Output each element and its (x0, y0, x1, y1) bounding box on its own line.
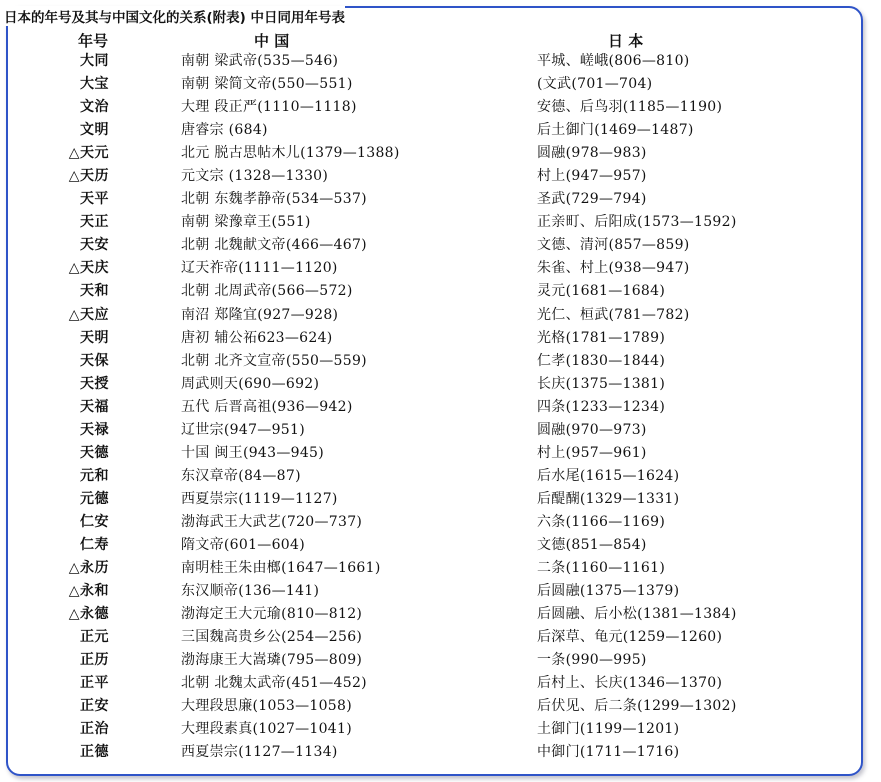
era-cell: 天和 (80, 283, 109, 300)
era-cell: 仁寿 (80, 536, 109, 553)
table-row (0, 350, 881, 373)
china-cell: 元文宗 (1328—1330) (181, 168, 329, 185)
china-cell: 辽天祚帝(1111—1120) (181, 260, 338, 277)
era-cell: 正历 (80, 652, 109, 669)
table-row (0, 557, 881, 580)
japan-cell: 圆融(978—983) (537, 145, 647, 162)
era-cell: △永历 (68, 560, 109, 577)
table-row (0, 165, 881, 188)
era-cell: 正安 (80, 698, 109, 715)
era-cell: 大同 (80, 53, 109, 69)
china-cell: 唐睿宗 (684) (181, 122, 268, 139)
japan-cell: 仁孝(1830—1844) (537, 352, 666, 369)
table-row (0, 488, 881, 511)
japan-cell: 二条(1160—1161) (537, 560, 666, 577)
era-cell: △永德 (68, 606, 109, 623)
japan-cell: 后水尾(1615—1624) (537, 467, 680, 484)
page-title: 日本的年号及其与中国文化的关系(附表) 中日同用年号表 (4, 6, 345, 26)
table-row (0, 396, 881, 419)
japan-cell: 后深草、龟元(1259—1260) (537, 629, 723, 646)
era-table (0, 50, 881, 764)
era-cell: 天福 (80, 398, 109, 415)
table-row (0, 626, 881, 649)
table-row (0, 142, 881, 165)
china-cell: 三国魏高贵乡公(254—256) (181, 629, 363, 646)
japan-cell: 圆融(970—973) (537, 421, 647, 438)
era-cell: △天历 (68, 168, 109, 185)
japan-cell: 后土御门(1469—1487) (537, 122, 694, 139)
table-row (0, 280, 881, 303)
japan-cell: 安德、后鸟羽(1185—1190) (537, 99, 723, 116)
era-cell: 元和 (80, 467, 109, 484)
era-cell: △永和 (68, 583, 109, 600)
china-cell: 北元 脱古思帖木儿(1379—1388) (181, 145, 400, 162)
table-row (0, 96, 881, 119)
japan-cell: 中御门(1711—1716) (537, 744, 680, 761)
era-cell: 天明 (80, 329, 109, 346)
era-cell: 正元 (80, 629, 109, 646)
china-cell: 大理 段正严(1110—1118) (181, 99, 357, 116)
japan-cell: 村上(957—961) (537, 444, 647, 461)
era-cell: 正治 (80, 721, 109, 738)
china-cell: 北朝 北魏太武帝(451—452) (181, 675, 367, 692)
table-row (0, 465, 881, 488)
header-japan: 日 本 (608, 32, 644, 50)
japan-cell: 灵元(1681—1684) (537, 283, 666, 300)
table-row (0, 119, 881, 142)
china-cell: 周武则天(690—692) (181, 375, 320, 392)
era-cell: 天安 (80, 237, 109, 254)
china-cell: 十国 闽王(943—945) (181, 444, 325, 461)
china-cell: 大理段素真(1027—1041) (181, 721, 352, 738)
japan-cell: 后醍醐(1329—1331) (537, 490, 680, 507)
china-cell: 北朝 北周武帝(566—572) (181, 283, 353, 300)
japan-cell: 文德、清河(857—859) (537, 237, 690, 254)
china-cell: 大理段思廉(1053—1058) (181, 698, 352, 715)
era-cell: 天授 (80, 375, 109, 392)
table-row (0, 603, 881, 626)
table-row (0, 257, 881, 280)
table-row (0, 695, 881, 718)
table-row (0, 672, 881, 695)
china-cell: 北朝 北魏献文帝(466—467) (181, 237, 367, 254)
era-cell: 文治 (80, 99, 109, 116)
china-cell: 南明桂王朱由榔(1647—1661) (181, 560, 381, 577)
china-cell: 北朝 北齐文宣帝(550—559) (181, 352, 367, 369)
table-row (0, 304, 881, 327)
era-cell: △天庆 (68, 260, 109, 277)
table-row (0, 511, 881, 534)
era-cell: 正平 (80, 675, 109, 692)
china-cell: 渤海定王大元瑜(810—812) (181, 606, 363, 623)
china-cell: 五代 后晋高祖(936—942) (181, 398, 353, 415)
japan-cell: 平城、嵯峨(806—810) (537, 53, 690, 69)
era-cell: 天平 (80, 191, 109, 208)
table-row (0, 580, 881, 603)
japan-cell: 长庆(1375—1381) (537, 375, 666, 392)
china-cell: 东汉章帝(84—87) (181, 467, 301, 484)
table-row (0, 718, 881, 741)
era-cell: 文明 (80, 122, 109, 139)
japan-cell: 后村上、长庆(1346—1370) (537, 675, 723, 692)
japan-cell: (文武(701—704) (537, 76, 653, 93)
china-cell: 东汉顺帝(136—141) (181, 583, 320, 600)
japan-cell: 正亲町、后阳成(1573—1592) (537, 214, 737, 231)
china-cell: 渤海武王大武艺(720—737) (181, 513, 363, 530)
era-cell: 正德 (80, 744, 109, 761)
china-cell: 南朝 梁豫章王(551) (181, 214, 311, 231)
japan-cell: 一条(990—995) (537, 652, 647, 669)
china-cell: 南朝 梁简文帝(550—551) (181, 76, 353, 93)
era-cell: 天德 (80, 444, 109, 461)
table-row (0, 327, 881, 350)
header-era: 年号 (78, 32, 109, 50)
era-cell: △天应 (68, 306, 109, 323)
era-cell: △天元 (68, 145, 109, 162)
table-row (0, 188, 881, 211)
china-cell: 隋文帝(601—604) (181, 536, 305, 553)
table-row (0, 442, 881, 465)
table-row (0, 649, 881, 672)
table-row (0, 50, 881, 73)
header-china: 中 国 (254, 32, 290, 50)
table-row (0, 419, 881, 442)
table-row (0, 73, 881, 96)
japan-cell: 后圆融、后小松(1381—1384) (537, 606, 737, 623)
era-cell: 元德 (80, 490, 109, 507)
table-row (0, 373, 881, 396)
china-cell: 北朝 东魏孝静帝(534—537) (181, 191, 367, 208)
japan-cell: 后伏见、后二条(1299—1302) (537, 698, 737, 715)
era-cell: 天禄 (80, 421, 109, 438)
china-cell: 南朝 梁武帝(535—546) (181, 53, 339, 69)
table-row (0, 741, 881, 764)
china-cell: 西夏崇宗(1127—1134) (181, 744, 338, 761)
table-row (0, 534, 881, 557)
japan-cell: 光仁、桓武(781—782) (537, 306, 690, 323)
china-cell: 渤海康王大嵩璘(795—809) (181, 652, 363, 669)
table-row (0, 211, 881, 234)
japan-cell: 光格(1781—1789) (537, 329, 666, 346)
japan-cell: 后圆融(1375—1379) (537, 583, 680, 600)
japan-cell: 村上(947—957) (537, 168, 647, 185)
era-cell: 天正 (80, 214, 109, 231)
era-cell: 大宝 (80, 76, 109, 93)
era-cell: 仁安 (80, 513, 109, 530)
china-cell: 唐初 辅公祏623—624) (181, 329, 333, 346)
japan-cell: 圣武(729—794) (537, 191, 647, 208)
era-cell: 天保 (80, 352, 109, 369)
japan-cell: 朱雀、村上(938—947) (537, 260, 690, 277)
china-cell: 辽世宗(947—951) (181, 421, 305, 438)
china-cell: 西夏崇宗(1119—1127) (181, 490, 338, 507)
japan-cell: 六条(1166—1169) (537, 513, 666, 530)
japan-cell: 四条(1233—1234) (537, 398, 666, 415)
table-row (0, 234, 881, 257)
japan-cell: 文德(851—854) (537, 536, 647, 553)
japan-cell: 土御门(1199—1201) (537, 721, 680, 738)
china-cell: 南沼 郑隆宜(927—928) (181, 306, 339, 323)
